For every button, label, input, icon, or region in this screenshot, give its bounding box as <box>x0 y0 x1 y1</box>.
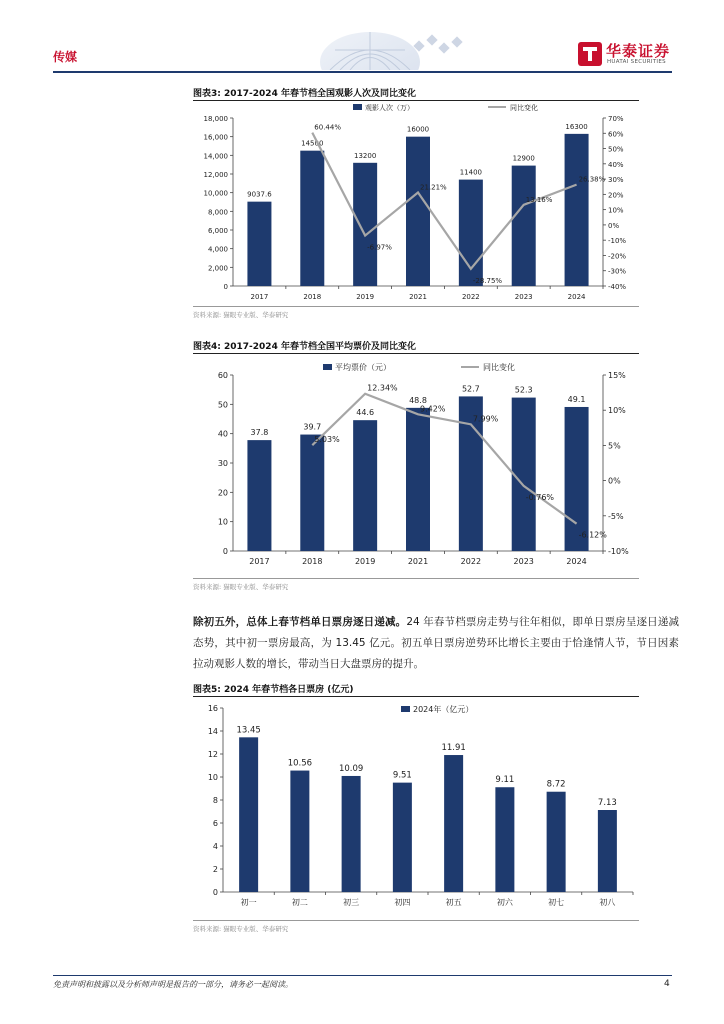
y-tick-label-right: -10% <box>608 547 629 556</box>
logo-english: HUATAI SECURITIES <box>607 59 666 65</box>
bar <box>353 420 377 551</box>
figure-4-title: 图表4: 2017-2024 年春节档全国平均票价及同比变化 <box>193 342 416 352</box>
y-tick-label-right: 0% <box>608 476 621 486</box>
x-tick-label: 2022 <box>461 293 480 301</box>
analysis-paragraph <box>193 612 679 675</box>
bar <box>512 166 536 286</box>
bar-value-label: 9037.6 <box>247 190 272 199</box>
x-tick-label: 初八 <box>599 898 616 907</box>
bar-value-label: 13200 <box>354 151 377 160</box>
y-tick-label-left: 10 <box>207 773 218 782</box>
y-tick-label-right: 10% <box>608 206 624 215</box>
bar <box>290 771 309 892</box>
bar-value-label: 11.91 <box>441 743 466 754</box>
figure-3-source-rule <box>193 306 639 307</box>
bar-value-label: 8.72 <box>546 779 566 790</box>
line-value-label: -0.76% <box>525 492 555 502</box>
legend-bar-label: 平均票价（元） <box>335 363 391 372</box>
line-value-label: 21.21% <box>420 183 447 192</box>
y-tick-label-left: 60 <box>217 371 228 380</box>
bar <box>300 151 324 286</box>
legend-bar-label: 2024年（亿元） <box>413 705 474 714</box>
bar <box>393 783 412 892</box>
line-value-label: 60.44% <box>314 123 341 132</box>
bar-value-label: 10.09 <box>338 763 364 774</box>
figure-5-source-rule <box>193 920 639 921</box>
y-tick-label-left: 30 <box>217 459 228 468</box>
bar-value-label: 16300 <box>565 122 588 131</box>
bar-value-label: 14500 <box>301 139 324 148</box>
bar <box>495 787 514 892</box>
legend-bar-swatch <box>353 104 362 110</box>
x-tick-label: 2022 <box>460 557 482 566</box>
y-tick-label-right: -20% <box>608 252 627 261</box>
y-tick-label-left: 0 <box>223 283 228 291</box>
logo-icon <box>578 42 602 66</box>
bar-value-label: 52.3 <box>514 385 533 395</box>
bar <box>406 408 430 551</box>
y-tick-label-right: -10% <box>608 237 627 246</box>
x-tick-label: 2024 <box>567 293 586 301</box>
y-tick-label-right: 5% <box>608 441 621 451</box>
y-tick-label-right: 10% <box>608 406 626 416</box>
footer-disclaimer: 免责声明和披露以及分析师声明是报告的一部分，请务必一起阅读。 <box>53 980 293 989</box>
y-tick-label-left: 16,000 <box>203 133 228 142</box>
footer-divider <box>53 975 672 976</box>
figure-3-title: 图表3: 2017-2024 年春节档全国观影人次及同比变化 <box>193 89 416 99</box>
y-tick-label-left: 8 <box>212 796 218 805</box>
y-tick-label-right: 70% <box>608 115 624 123</box>
line-value-label: -6.12% <box>578 530 607 540</box>
paragraph-lead: 除初五外，总体上春节档单日票房逐日递减。 <box>193 616 407 628</box>
y-tick-label-right: 30% <box>608 176 624 185</box>
y-tick-label-left: 12 <box>207 750 218 759</box>
x-tick-label: 初三 <box>343 898 360 907</box>
x-tick-label: 2018 <box>302 557 323 566</box>
x-tick-label: 2017 <box>249 557 270 566</box>
bar-value-label: 16000 <box>406 125 430 134</box>
figure-3-title-rule <box>193 100 639 101</box>
y-tick-label-left: 6,000 <box>207 227 228 235</box>
line-value-label: -28.75% <box>472 276 503 285</box>
x-tick-label: 2017 <box>250 293 269 301</box>
y-tick-label-right: -5% <box>608 511 624 521</box>
x-tick-label: 初六 <box>496 898 513 907</box>
y-tick-label-left: 14,000 <box>203 152 228 161</box>
y-tick-label-left: 0 <box>212 888 218 897</box>
line-value-label: 5.03% <box>314 435 340 445</box>
bar-value-label: 9.51 <box>392 770 412 781</box>
line-value-label: 26.38% <box>578 175 606 184</box>
paragraph-body: 24 年春节档票房走势与往年相似，即单日票房呈逐日递减态势，其中初一票房最高，为 13.45 亿元。初五单日票房逆势环比增长主要由于恰逢情人节，节日因素拉动观影人数的增长，带动当日大盘票房的提升。 <box>193 616 680 670</box>
y-tick-label-left: 16 <box>207 704 218 713</box>
bar <box>247 440 271 551</box>
bar-value-label: 11400 <box>459 168 482 177</box>
bar <box>406 137 430 286</box>
line-value-label: 13.16% <box>525 195 553 204</box>
x-tick-label: 2018 <box>303 293 322 301</box>
line-value-label: 12.34% <box>367 383 398 393</box>
y-tick-label-left: 14 <box>207 727 218 736</box>
bar-value-label: 7.13 <box>597 798 617 809</box>
line-value-label: -6.97% <box>367 243 392 252</box>
line-value-label: 7.99% <box>472 414 499 424</box>
y-tick-label-right: 50% <box>608 145 624 154</box>
y-tick-label-left: 8,000 <box>207 208 228 217</box>
x-tick-label: 2024 <box>566 557 587 566</box>
x-tick-label: 2019 <box>354 557 376 566</box>
legend-bar-swatch <box>401 706 410 712</box>
x-tick-label: 2023 <box>513 557 534 566</box>
figure-5-chart <box>193 698 639 916</box>
line-value-label: 9.42% <box>420 404 446 414</box>
bar-value-label: 49.1 <box>567 394 586 404</box>
bar <box>247 202 271 286</box>
y-tick-label-left: 2,000 <box>207 264 228 273</box>
bar <box>512 398 536 551</box>
figure-4-chart <box>193 357 639 575</box>
bar <box>565 407 589 551</box>
y-tick-label-right: -30% <box>608 267 627 276</box>
y-tick-label-left: 12,000 <box>203 171 228 179</box>
bar <box>547 792 566 892</box>
y-tick-label-left: 2 <box>212 865 218 874</box>
bar <box>598 810 617 892</box>
y-tick-label-right: 0% <box>608 221 620 230</box>
legend-line-label: 同比变化 <box>510 104 538 112</box>
bar <box>444 755 463 892</box>
bar-value-label: 44.6 <box>356 408 375 418</box>
x-tick-label: 初四 <box>394 898 411 907</box>
bar <box>342 776 361 892</box>
bar-value-label: 48.8 <box>409 395 427 405</box>
y-tick-label-right: -40% <box>608 283 627 291</box>
y-tick-label-right: 40% <box>608 160 624 169</box>
y-tick-label-left: 4 <box>212 842 218 851</box>
bar <box>353 163 377 286</box>
y-tick-label-left: 10 <box>217 517 228 527</box>
y-tick-label-left: 4,000 <box>207 245 228 254</box>
brand-logo <box>578 40 678 72</box>
y-tick-label-left: 50 <box>217 400 228 410</box>
bar <box>300 435 324 551</box>
bar-value-label: 13.45 <box>236 725 261 736</box>
figure-3-source: 资料来源: 猫眼专业版、华泰研究 <box>193 311 289 319</box>
section-label: 传媒 <box>53 50 78 64</box>
y-tick-label-right: 60% <box>608 130 624 139</box>
y-tick-label-left: 20 <box>217 488 228 498</box>
page-number: 4 <box>664 979 670 989</box>
bar-value-label: 52.7 <box>461 384 480 394</box>
figure-5-source: 资料来源: 猫眼专业版、华泰研究 <box>193 925 289 933</box>
figure-5-title: 图表5: 2024 年春节档各日票房 (亿元) <box>193 685 354 695</box>
x-tick-label: 初五 <box>445 898 462 907</box>
y-tick-label-right: 15% <box>608 371 626 380</box>
y-tick-label-left: 40 <box>217 429 228 439</box>
y-tick-label-left: 6 <box>212 819 218 828</box>
header-divider <box>53 71 672 73</box>
bar-value-label: 37.8 <box>250 428 269 438</box>
bar <box>565 134 589 286</box>
figure-4-source: 资料来源: 猫眼专业版、华泰研究 <box>193 583 289 591</box>
legend-bar-label: 观影人次（万） <box>365 104 414 112</box>
bar-value-label: 9.11 <box>495 775 515 786</box>
x-tick-label: 2021 <box>409 293 427 301</box>
bar-value-label: 39.7 <box>303 422 322 432</box>
figure-4-source-rule <box>193 578 639 579</box>
x-tick-label: 2021 <box>407 557 429 566</box>
bar <box>239 737 258 892</box>
x-tick-label: 初七 <box>548 898 565 907</box>
figure-4-title-rule <box>193 353 639 354</box>
figure-3-chart <box>193 104 639 304</box>
y-tick-label-left: 0 <box>222 547 228 556</box>
logo-name: 华泰证券 <box>606 42 671 60</box>
x-tick-label: 初一 <box>240 898 257 907</box>
legend-line-label: 同比变化 <box>483 363 515 372</box>
x-tick-label: 2023 <box>514 293 533 301</box>
bar-value-label: 12900 <box>512 154 535 163</box>
header-banner-graphic <box>310 30 480 70</box>
x-tick-label: 初二 <box>291 898 308 907</box>
x-tick-label: 2019 <box>356 293 375 301</box>
y-tick-label-left: 18,000 <box>203 115 228 123</box>
y-tick-label-right: 20% <box>608 191 624 200</box>
bar-value-label: 10.56 <box>287 758 313 769</box>
legend-bar-swatch <box>323 364 332 370</box>
figure-5-title-rule <box>193 696 639 697</box>
y-tick-label-left: 10,000 <box>203 189 228 198</box>
